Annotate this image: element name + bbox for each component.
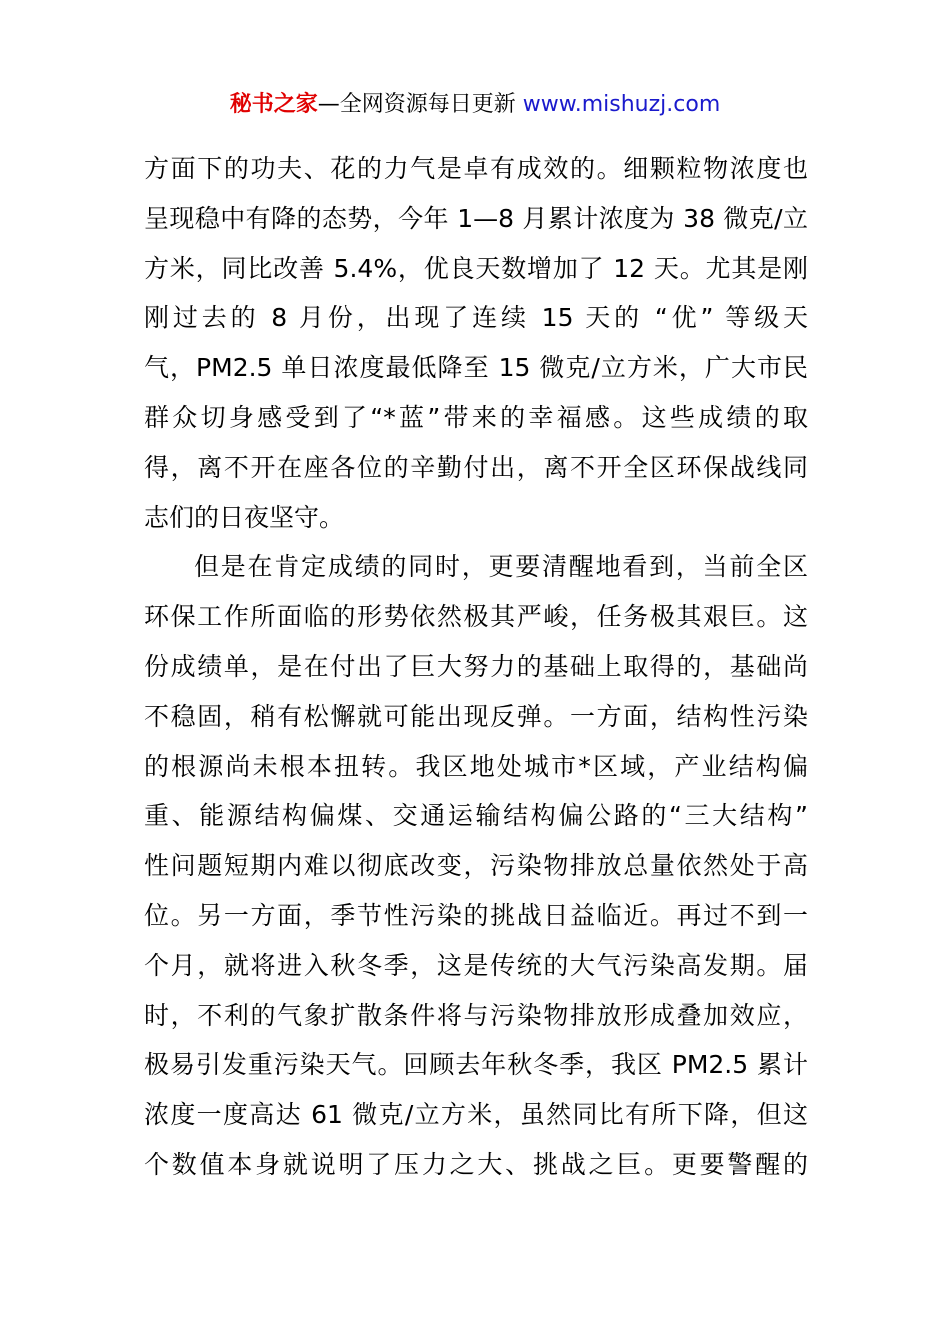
text-line: 呈现稳中有降的态势，今年 1—8 月累计浓度为 38 微克/立 (144, 203, 808, 233)
text-line: 浓度一度高达 61 微克/立方米，虽然同比有所下降，但这 (144, 1100, 808, 1130)
text-line: 得，离不开在座各位的辛勤付出，离不开全区环保战线同 (144, 452, 808, 482)
text-line: 时，不利的气象扩散条件将与污染物排放形成叠加效应， (144, 1000, 808, 1030)
text-line: 志们的日夜坚守。 (144, 502, 345, 532)
site-header (0, 88, 950, 122)
text-line: 群众切身感受到了“*蓝”带来的幸福感。这些成绩的取 (144, 402, 808, 432)
text-line: 极易引发重污染天气。回顾去年秋冬季，我区 PM2.5 累计 (144, 1050, 808, 1080)
site-url-link[interactable]: www.mishuzj.com (522, 92, 721, 117)
text-line: 份成绩单，是在付出了巨大努力的基础上取得的，基础尚 (144, 651, 808, 681)
text-line: 气，PM2.5 单日浓度最低降至 15 微克/立方米，广大市民 (144, 353, 808, 383)
text-line: 刚过去的 8 月份，出现了连续 15 天的 “优” 等级天 (144, 303, 808, 333)
site-brand: 秘书之家 (229, 92, 318, 117)
document-body (144, 144, 808, 1190)
text-line: 个月，就将进入秋冬季，这是传统的大气污染高发期。届 (144, 950, 808, 980)
paragraph-first-line: 但是在肯定成绩的同时，更要清醒地看到，当前全区 (194, 552, 808, 582)
text-line: 性问题短期内难以彻底改变，污染物排放总量依然处于高 (144, 851, 808, 881)
text-line: 个数值本身就说明了压力之大、挑战之巨。更要警醒的 (144, 1149, 808, 1179)
text-line: 方面下的功夫、花的力气是卓有成效的。细颗粒物浓度也 (144, 154, 808, 183)
text-line: 重、能源结构偏煤、交通运输结构偏公路的“三大结构” (144, 801, 808, 831)
text-line: 不稳固，稍有松懈就可能出现反弹。一方面，结构性污染 (144, 701, 808, 731)
text-line: 的根源尚未根本扭转。我区地处城市*区域，产业结构偏 (144, 751, 808, 781)
text-line: 方米，同比改善 5.4%，优良天数增加了 12 天。尤其是刚 (144, 253, 808, 283)
site-slogan: —全网资源每日更新 (317, 92, 523, 117)
text-line: 位。另一方面，季节性污染的挑战日益临近。再过不到一 (144, 900, 808, 930)
text-line: 环保工作所面临的形势依然极其严峻，任务极其艰巨。这 (144, 602, 808, 632)
